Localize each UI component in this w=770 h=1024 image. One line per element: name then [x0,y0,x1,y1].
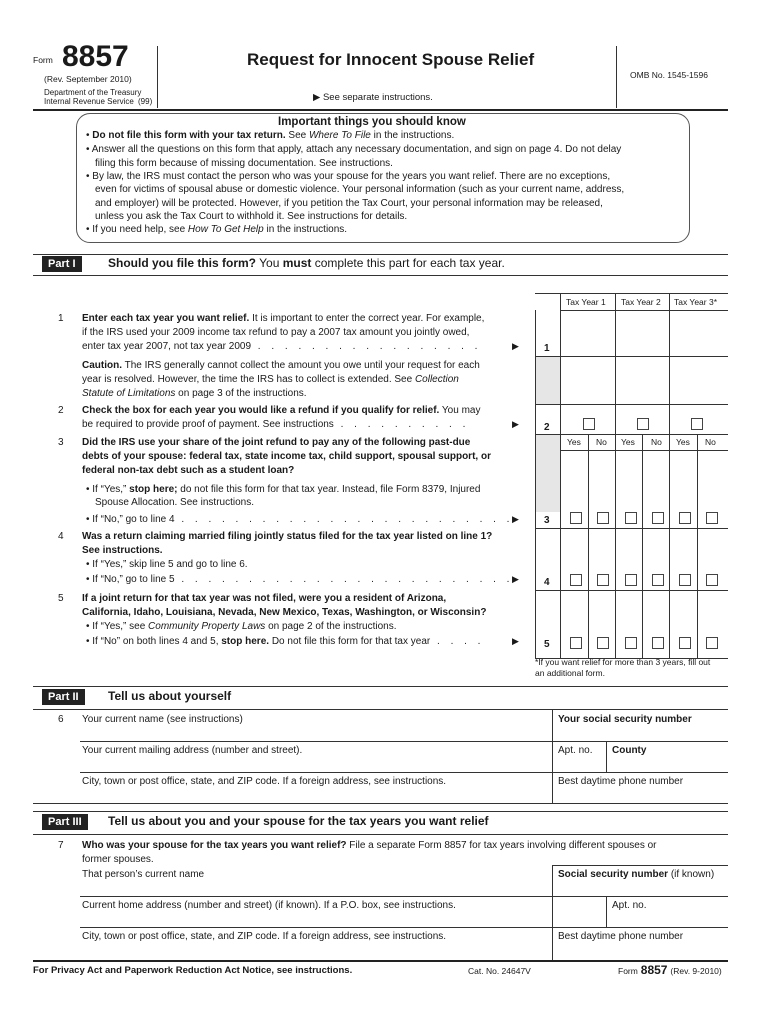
no-label: No [596,437,607,447]
line-4-yes-year-3[interactable] [679,574,691,586]
form-word: Form [33,55,53,65]
agency-code: (99) [138,97,153,106]
line-3-if-yes: • If “Yes,” stop here; do not file this form for that tax year. Instead, file Form 8379, Injured [86,484,481,495]
line-5-no-year-2[interactable] [652,637,664,649]
part-2-tag: Part II [42,689,85,705]
line-5-yes-year-3[interactable] [679,637,691,649]
refund-checkbox-year-1[interactable] [583,418,595,430]
your-name-label: Your current name (see instructions) [82,714,243,725]
spouse-name-label: That person’s current name [82,869,205,880]
line-5-text-cont: California, Idaho, Louisiana, Nevada, New Mexico, Texas, Washington, or Wisconsin? [82,607,487,618]
line-3-if-no: • If “No,” go to line 4 . . . . . . . . . . . . . . . . . . . . . . . . . [86,514,514,525]
spouse-name-input[interactable] [80,881,550,895]
line-3-text: Did the IRS use your share of the joint refund to pay any of the following past-due [82,437,471,448]
part-2-title: Tell us about yourself [108,689,232,703]
your-city-input[interactable] [80,788,550,802]
line-5-ref: 5 [544,639,550,650]
refund-checkbox-year-3[interactable] [691,418,703,430]
line-7-text-cont: former spouses. [82,854,154,865]
yes-label: Yes [567,437,581,447]
privacy-notice: For Privacy Act and Paperwork Reduction Act Notice, see instructions. [33,965,353,976]
spouse-address-input[interactable] [80,912,604,926]
line-6-number: 6 [58,714,64,725]
bullet-by-law: • By law, the IRS must contact the person who was your spouse for the years you want relief. There are no exceptions, [86,171,611,182]
spouse-apt-input[interactable] [610,912,726,926]
line-4-yes-year-1[interactable] [570,574,582,586]
yes-label: Yes [621,437,635,447]
no-label: No [705,437,716,447]
no-label: No [651,437,662,447]
part-1-tag: Part I [42,256,82,272]
bullet-help: • If you need help, see How To Get Help in the instructions. [86,224,348,235]
bullet-by-law-cont2: and employer) will be protected. However, if you petition the Tax Court, your personal information may be released, [95,198,603,209]
omb-number: OMB No. 1545-1596 [630,70,708,80]
line-3-text-cont2: federal non-tax debt such as a student loan? [82,465,295,476]
line-3-yes-year-2[interactable] [625,512,637,524]
line-1-text: Enter each tax year you want relief. It is important to enter the correct year. For example, [82,313,485,324]
spouse-ssn-label: Social security number (if known) [558,869,715,880]
line-5-yes-year-2[interactable] [625,637,637,649]
line-1-ref: 1 [544,343,550,354]
line-4-no-year-3[interactable] [706,574,718,586]
line-3-yes-year-3[interactable] [679,512,691,524]
important-heading: Important things you should know [278,116,466,128]
line-4-if-no: • If “No,” go to line 5 . . . . . . . . . . . . . . . . . . . . . . . . . [86,574,514,585]
arrow-icon: ▶ [512,341,519,351]
line-2-text-cont: be required to provide proof of payment. See instructions . . . . . . . . . . [82,419,470,430]
yes-label: Yes [676,437,690,447]
your-address-input[interactable] [80,757,550,771]
your-apt-input[interactable] [556,757,604,771]
col-tax-year-3: Tax Year 3* [674,297,718,307]
arrow-icon: ▶ [512,419,519,429]
tax-year-2-input[interactable] [617,313,667,353]
line-1-text-cont2: enter tax year 2007, not tax year 2009 . . . . . . . . . . . . . . . . . [82,341,482,352]
tax-year-1-input[interactable] [563,313,613,353]
caution-text-cont1: year is resolved. However, the time the IRS has to collect is extended. See Collection [82,374,459,385]
arrow-icon: ▶ [512,514,519,524]
catalog-number: Cat. No. 24647V [468,966,531,976]
your-ssn-input[interactable] [556,727,726,740]
line-4-text-cont: See instructions. [82,545,163,556]
line-5-yes-year-1[interactable] [570,637,582,649]
footnote-cont: an additional form. [535,668,605,678]
line-4-number: 4 [58,531,64,542]
line-3-if-yes-cont: Spouse Allocation. See instructions. [95,497,254,508]
part-1-title: Should you file this form? You must complete this part for each tax year. [108,256,505,270]
your-city-label: City, town or post office, state, and ZIP code. If a foreign address, see instructions. [82,776,447,787]
col-tax-year-2: Tax Year 2 [621,297,661,307]
refund-checkbox-year-2[interactable] [637,418,649,430]
line-5-text: If a joint return for that tax year was not filed, were you a resident of Arizona, [82,593,447,604]
your-address-label: Your current mailing address (number and street). [82,745,303,756]
line-3-no-year-1[interactable] [597,512,609,524]
tax-year-3-input[interactable] [671,313,726,353]
your-phone-label: Best daytime phone number [558,776,684,787]
bullet-by-law-cont3: unless you ask the Tax Court to withhold it. See instructions for details. [95,211,408,222]
line-3-no-year-2[interactable] [652,512,664,524]
line-4-no-year-2[interactable] [652,574,664,586]
spouse-phone-label: Best daytime phone number [558,931,684,942]
revision-date: (Rev. September 2010) [44,74,132,84]
your-ssn-label: Your social security number [558,714,692,725]
line-3-no-year-3[interactable] [706,512,718,524]
footnote: *If you want relief for more than 3 years, fill out [535,657,711,667]
department: Department of the Treasury [44,88,142,97]
part-3-tag: Part III [42,814,88,830]
line-2-text: Check the box for each year you would like a refund if you qualify for relief. You may [82,405,481,416]
line-5-number: 5 [58,593,64,604]
line-4-yes-year-2[interactable] [625,574,637,586]
line-5-if-yes: • If “Yes,” see Community Property Laws on page 2 of the instructions. [86,621,397,632]
line-1-text-cont1: if the IRS used your 2009 income tax refund to pay a 2007 tax amount you jointly owed, [82,327,470,338]
line-4-ref: 4 [544,577,550,588]
line-7-text: Who was your spouse for the tax years you want relief? File a separate Form 8857 for tax years involving different spouses or [82,840,657,851]
line-7-number: 7 [58,840,64,851]
spouse-phone-input[interactable] [556,943,726,957]
arrow-icon: ▶ [512,636,519,646]
line-2-ref: 2 [544,422,550,433]
line-2-number: 2 [58,405,64,416]
part-3-title: Tell us about you and your spouse for the tax years you want relief [108,814,489,828]
col-tax-year-1: Tax Year 1 [566,297,606,307]
your-name-input[interactable] [80,726,550,740]
caution-text-cont2: Statute of Limitations on page 3 of the instructions. [82,388,307,399]
line-4-if-yes: • If “Yes,” skip line 5 and go to line 6. [86,559,248,570]
line-4-no-year-1[interactable] [597,574,609,586]
bullet-do-not-file: • Do not file this form with your tax return. See Where To File in the instructions. [86,130,455,141]
line-3-number: 3 [58,437,64,448]
line-3-text-cont1: debts of your spouse: federal tax, state income tax, child support, spousal support, or [82,451,491,462]
footer-form-id: Form 8857 (Rev. 9-2010) [618,963,722,977]
caution-text: Caution. The IRS generally cannot collect the amount you owe until your request for each [82,360,480,371]
spouse-apt-label: Apt. no. [612,900,647,911]
your-county-label: County [612,745,647,756]
form-title: Request for Innocent Spouse Relief [247,50,535,69]
spouse-address-label: Current home address (number and street) (if known). If a P.O. box, see instructions. [82,900,456,911]
your-phone-input[interactable] [556,788,726,802]
spouse-city-label: City, town or post office, state, and ZIP code. If a foreign address, see instructions. [82,931,447,942]
line-5-no-year-1[interactable] [597,637,609,649]
bullet-answer-questions: • Answer all the questions on this form that apply, attach any necessary documentation, and sign on page 4. Do not delay [86,144,622,155]
agency: Internal Revenue Service [44,97,134,106]
form-number: 8857 [62,40,129,73]
bullet-answer-questions-cont: filing this form because of missing documentation. See instructions. [95,158,393,169]
arrow-icon: ▶ [512,574,519,584]
spouse-ssn-input[interactable] [556,882,726,895]
your-county-input[interactable] [610,757,726,771]
line-5-if-no: • If “No” on both lines 4 and 5, stop here. Do not file this form for that tax year . . . . [86,636,485,647]
line-3-yes-year-1[interactable] [570,512,582,524]
your-apt-label: Apt. no. [558,745,593,756]
see-instructions: ▶ See separate instructions. [313,92,433,103]
line-1-number: 1 [58,313,64,324]
spouse-city-input[interactable] [80,943,550,957]
bullet-by-law-cont1: even for victims of spousal abuse or domestic violence. Your personal information (such as your current name, address, [95,184,625,195]
line-4-text: Was a return claiming married filing jointly status filed for the tax year listed on line 1? [82,531,493,542]
line-3-ref: 3 [544,515,550,526]
line-5-no-year-3[interactable] [706,637,718,649]
